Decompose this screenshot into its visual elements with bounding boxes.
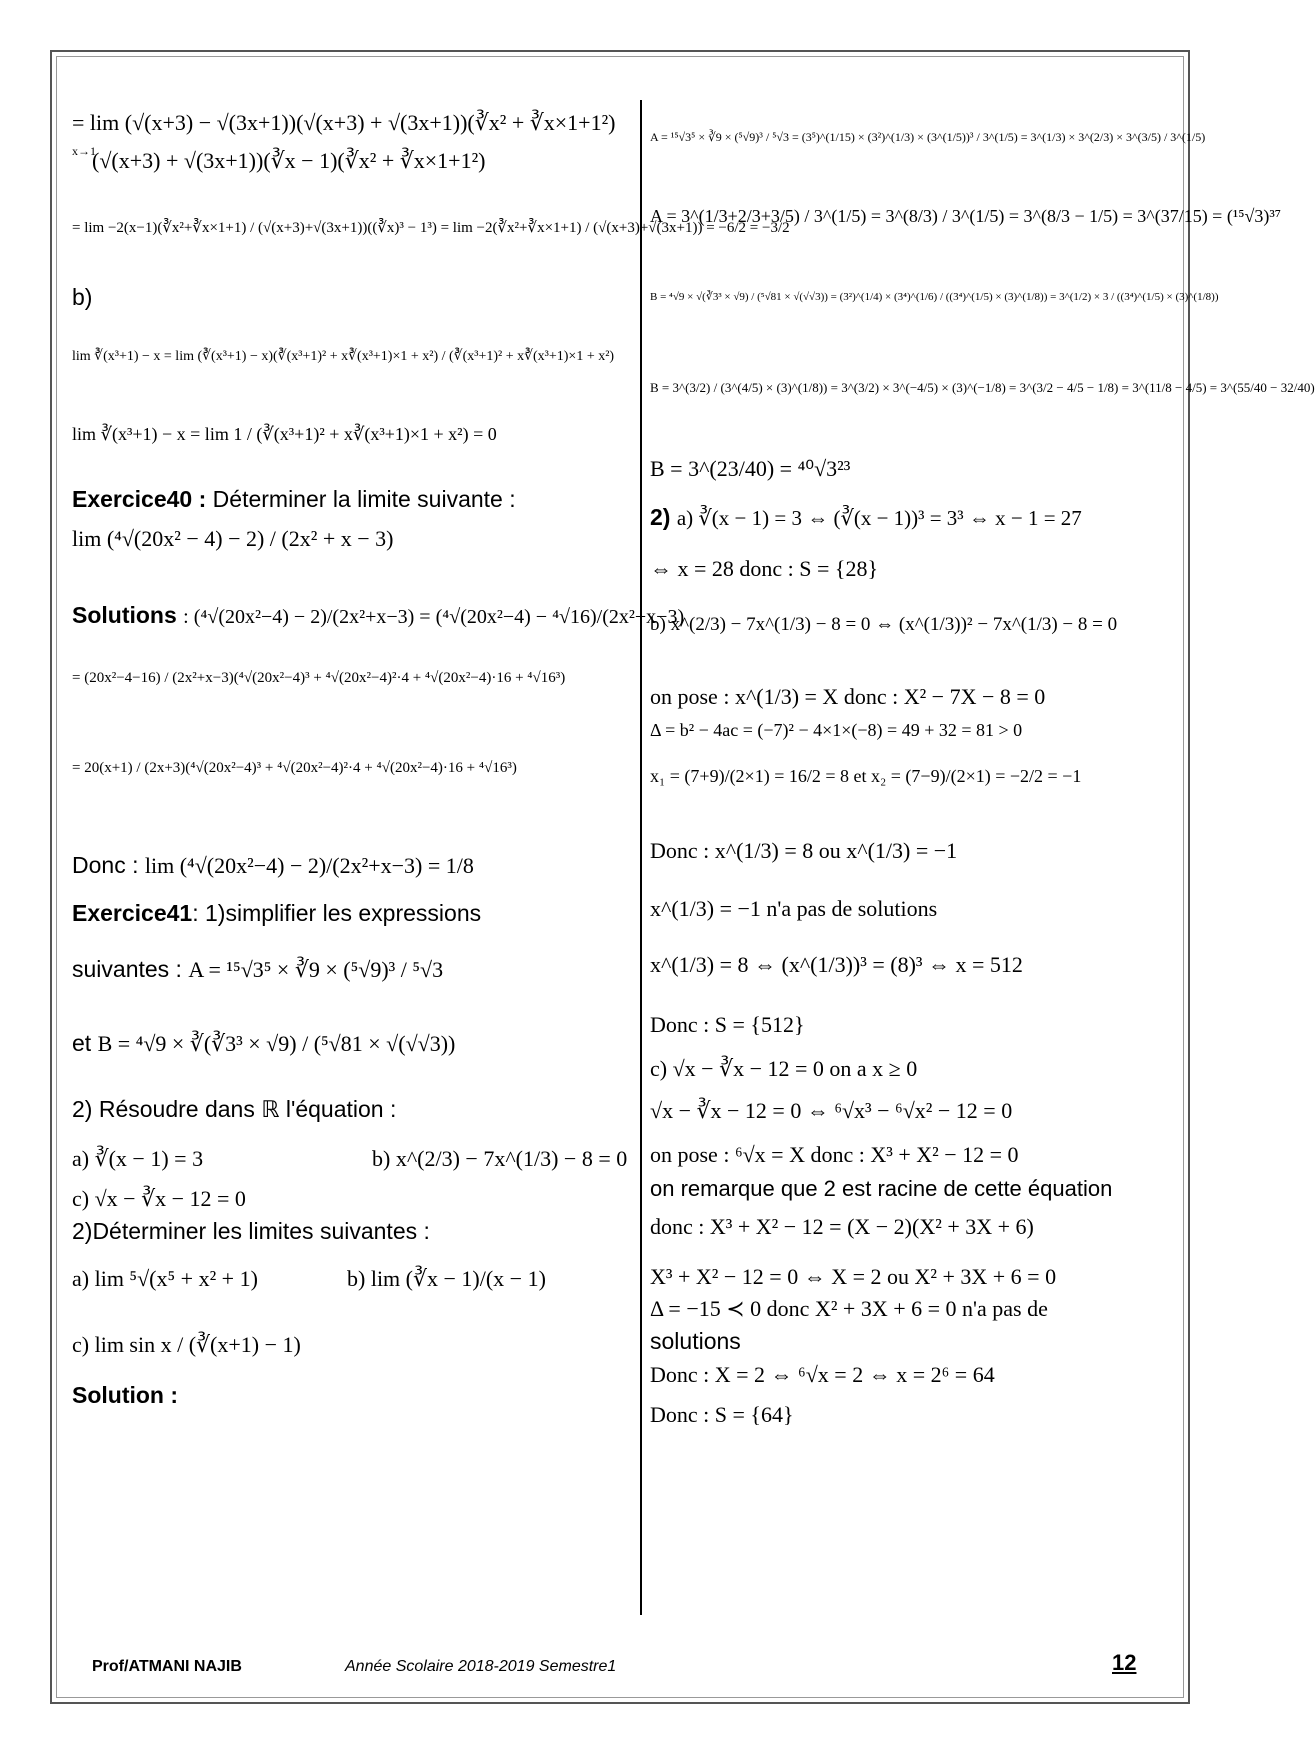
solutions-word: solutions — [650, 1328, 741, 1354]
solve-b-cube: x^(1/3) = 8 ⇔ (x^(1/3))³ = (8)³ ⇔ x = 512 — [650, 952, 1023, 977]
B-simplification-3: B = 3^(23/40) = ⁴⁰√3²³ — [650, 456, 851, 481]
question-2-limits: 2)Déterminer les limites suivantes : — [72, 1218, 430, 1244]
limit-c: c) lim sin x / (∛(x+1) − 1) — [72, 1332, 301, 1357]
page-number: 12 — [1112, 1650, 1137, 1675]
expression-A: A = ¹⁵√3⁵ × ∛9 × (⁵√9)³ / ⁵√3 — [188, 957, 444, 982]
donc-line — [72, 852, 474, 879]
limit-step-1-denominator: (√(x+3) + √(3x+1))(∛x − 1)(∛x² + ∛x×1+1²) — [92, 148, 486, 173]
footer-year: Année Scolaire 2018-2019 Semestre1 — [345, 1658, 617, 1675]
donc-expression: lim (⁴√(20x²−4) − 2)/(2x²+x−3) = 1/8 — [144, 853, 474, 878]
footer-author: Prof/ATMANI NAJIB — [92, 1658, 242, 1675]
limit-step-1-numerator: = lim (√(x+3) − √(3x+1))(√(x+3) + √(3x+1))(∛x² + ∛x×1+1²) — [72, 110, 616, 135]
solve-c-cases: X³ + X² − 12 = 0 ⇔ X = 2 ou X² + 3X + 6 = 0 — [650, 1264, 1057, 1289]
remark-root: on remarque que 2 est racine de cette équation — [650, 1176, 1113, 1201]
question-2-solve: 2) Résoudre dans ℝ l'équation : — [72, 1096, 397, 1122]
et-label: et — [72, 1030, 92, 1056]
exercise41-heading — [72, 900, 481, 927]
exercise40-expression: lim (⁴√(20x² − 4) − 2) / (2x² + x − 3) — [72, 526, 394, 551]
solve-a: a) ∛(x − 1) = 3 ⇔ (∛(x − 1))³ = 3³ ⇔ x − 1 = 27 — [676, 506, 1082, 530]
solutions-heading — [72, 602, 684, 629]
limit-b: b) lim (∛x − 1)/(x − 1) — [347, 1266, 546, 1291]
expression-A-line — [72, 956, 443, 983]
equation-a: a) ∛(x − 1) = 3 — [72, 1146, 204, 1171]
solve-b: b) x^(2/3) − 7x^(1/3) − 8 = 0 ⇔ (x^(1/3))² − 7x^(1/3) − 8 = 0 — [650, 614, 1118, 635]
donc-roots-b: Donc : x^(1/3) = 8 ou x^(1/3) = −1 — [650, 838, 958, 863]
limit-b-step-1: lim ∛(x³+1) − x = lim (∛(x³+1) − x)(∛(x³+1)² + x∛(x³+1)×1 + x²) / (∛(x³+1)² + x∛(x³+1)×1 + x²) — [72, 349, 615, 364]
solve-c-step: √x − ∛x − 12 = 0 ⇔ ⁶√x³ − ⁶√x² − 12 = 0 — [650, 1098, 1013, 1123]
part-b-label: b) — [72, 284, 93, 310]
discriminant-c: Δ = −15 ≺ 0 donc X² + 3X + 6 = 0 n'a pas de — [650, 1296, 1048, 1321]
solution-set-b: Donc : S = {512} — [650, 1012, 805, 1037]
discriminant-b: Δ = b² − 4ac = (−7)² − 4×1×(−8) = 49 + 32 = 81 > 0 — [650, 720, 1023, 740]
equation-c: c) √x − ∛x − 12 = 0 — [72, 1186, 246, 1211]
expression-B-line — [72, 1030, 455, 1057]
A-simplification-1: A = ¹⁵√3⁵ × ∛9 × (⁵√9)³ / ⁵√3 = (3⁵)^(1/15) × (3²)^(1/3) × (3^(1/5))³ / 3^(1/5) = 3^(1/3) × 3^(2/3) × 3^(3/5) / 3^(1/5) — [650, 130, 1206, 144]
equation-b: b) x^(2/3) − 7x^(1/3) − 8 = 0 — [372, 1146, 628, 1171]
expression-B: B = ⁴√9 × ∛(∛3³ × √9) / (⁵√81 × √(√√3)) — [97, 1031, 456, 1056]
limit-a: a) lim ⁵√(x⁵ + x² + 1) — [72, 1266, 258, 1291]
part-2-label: 2) — [650, 504, 671, 530]
B-simplification-2: B = 3^(3/2) / (3^(4/5) × (3)^(1/8)) = 3^(3/2) × 3^(−4/5) × (3)^(−1/8) = 3^(3/2 − 4/5 − 1/8) = 3^(11/8 − 4/5) = 3^(55/40 − 32/40) — [650, 380, 1315, 395]
exercise41-text: : 1)simplifier les expressions — [192, 900, 482, 926]
solution-heading: Solution : — [72, 1382, 179, 1408]
B-simplification-1: B = ⁴√9 × √(∛3³ × √9) / (⁵√81 × √(√√3)) = (3²)^(1/4) × (3⁴)^(1/6) / ((3⁴)^(1/5) × (3)^(1/8)) = 3^(1/2) × 3 / ((3⁴)^(1/5) × (3)^(1/8)) — [650, 291, 1219, 303]
limit-subscript: x→1 — [72, 144, 96, 158]
exercise40-title: Exercice40 : — [72, 486, 207, 512]
solutions-title: Solutions — [72, 602, 177, 628]
substitution-c: on pose : ⁶√x = X donc : X³ + X² − 12 = 0 — [650, 1142, 1019, 1167]
limit-step-2: = lim −2(x−1)(∛x²+∛x×1+1) / (√(x+3)+√(3x+1))((∛x)³ − 1³) = lim −2(∛x²+∛x×1+1) / (√(x+3)+√(3x+1)) = −6/2 = −3/2 — [72, 220, 790, 236]
solve-a-result: ⇔ x = 28 donc : S = {28} — [650, 556, 879, 581]
suivantes-label: suivantes : — [72, 956, 182, 982]
no-solution-b: x^(1/3) = −1 n'a pas de solutions — [650, 896, 938, 921]
exercise40-heading — [72, 486, 516, 513]
column-divider — [640, 100, 642, 1615]
solution-set-c: Donc : S = {64} — [650, 1402, 794, 1427]
solve-a-line — [650, 504, 1082, 531]
exercise40-text: Déterminer la limite suivante : — [206, 486, 516, 512]
donc-label: Donc : — [72, 852, 139, 878]
substitution-b: on pose : x^(1/3) = X donc : X² − 7X − 8 = 0 — [650, 684, 1046, 709]
solutions-expression: : (⁴√(20x²−4) − 2)/(2x²+x−3) = (⁴√(20x²−4) − ⁴√16)/(2x²+x−3) — [183, 606, 685, 628]
roots-b: x₁ = (7+9)/(2×1) = 16/2 = 8 et x₂ = (7−9)/(2×1) = −2/2 = −1 — [650, 766, 1082, 786]
limit-b-step-2: lim ∛(x³+1) − x = lim 1 / (∛(x³+1)² + x∛(x³+1)×1 + x²) = 0 — [72, 424, 497, 444]
solution-step-3: = 20(x+1) / (2x+3)(⁴√(20x²−4)³ + ⁴√(20x²−4)²·4 + ⁴√(20x²−4)·16 + ⁴√16³) — [72, 760, 517, 776]
solution-step-2: = (20x²−4−16) / (2x²+x−3)(⁴√(20x²−4)³ + ⁴√(20x²−4)²·4 + ⁴√(20x²−4)·16 + ⁴√16³) — [72, 670, 566, 686]
solve-c: c) √x − ∛x − 12 = 0 on a x ≥ 0 — [650, 1056, 918, 1081]
result-x: Donc : X = 2 ⇔ ⁶√x = 2 ⇔ x = 2⁶ = 64 — [650, 1362, 995, 1387]
exercise41-title: Exercice41 — [72, 900, 193, 926]
factorization-c: donc : X³ + X² − 12 = (X − 2)(X² + 3X + 6) — [650, 1214, 1034, 1239]
A-simplification-2: A = 3^(1/3+2/3+3/5) / 3^(1/5) = 3^(8/3) / 3^(1/5) = 3^(8/3 − 1/5) = 3^(37/15) = (¹⁵√3)³⁷ — [650, 206, 1282, 226]
